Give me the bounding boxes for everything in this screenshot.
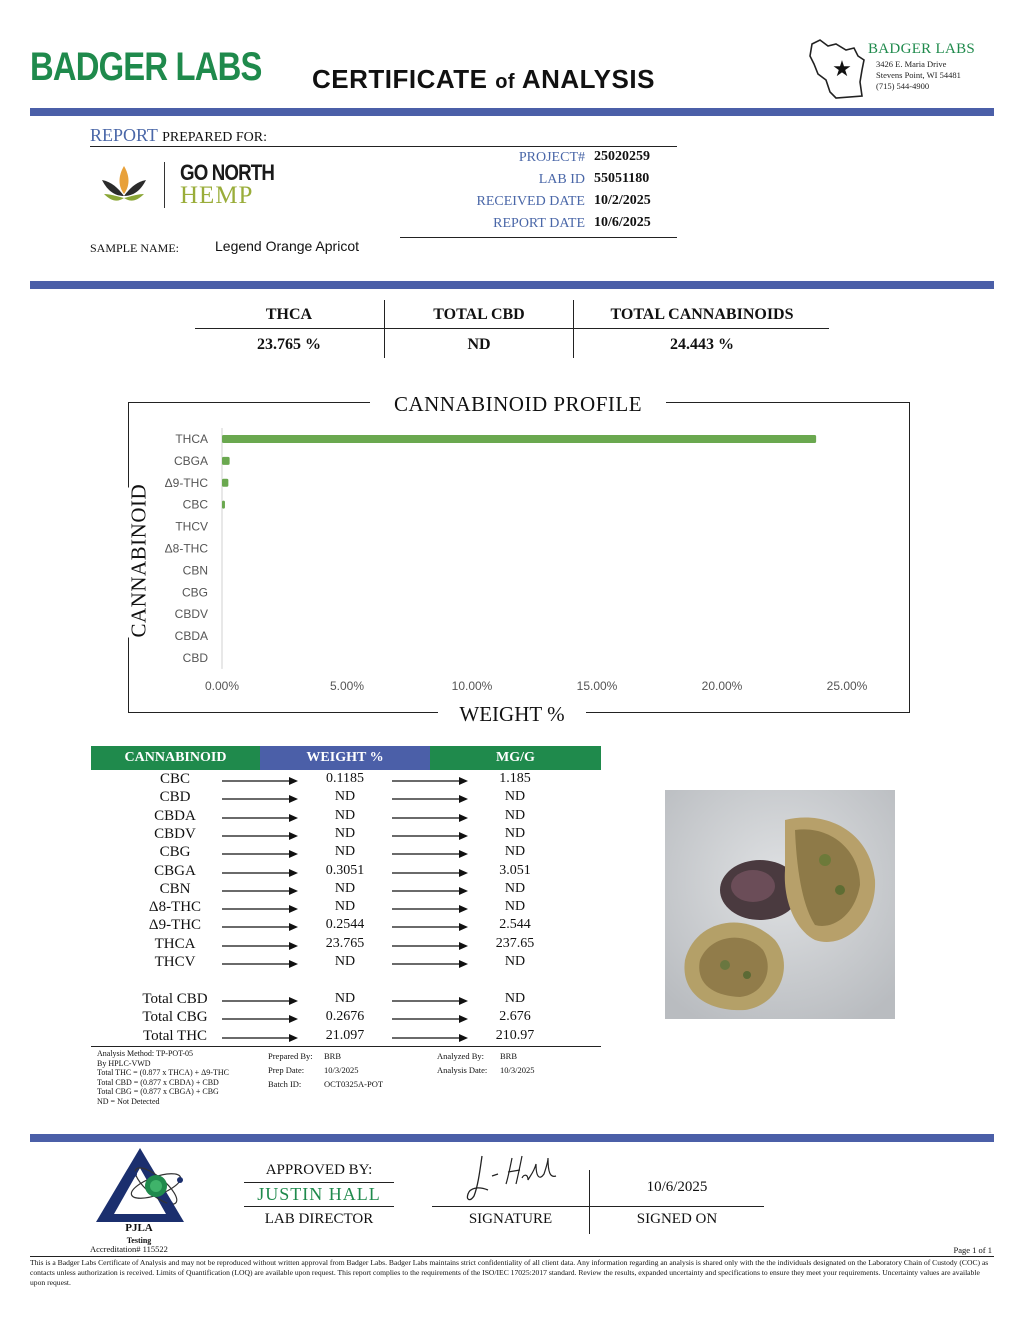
table-row-weight: ND bbox=[334, 844, 356, 860]
summary-total-cbd-value: ND bbox=[467, 336, 491, 353]
chart-plot-area bbox=[140, 420, 900, 700]
analysis-date-value: 10/3/2025 bbox=[500, 1065, 535, 1075]
table-row-name: Δ8-THC bbox=[148, 899, 202, 916]
bar bbox=[222, 435, 816, 443]
table-row-name: CBN bbox=[159, 880, 191, 897]
sample-name-value: Legend Orange Apricot bbox=[215, 238, 359, 254]
badger-labs-logo bbox=[30, 42, 260, 92]
table-header-cannabinoid: CANNABINOID bbox=[91, 746, 260, 770]
header-divider bbox=[30, 108, 994, 116]
signed-date: 10/6/2025 bbox=[646, 1179, 708, 1195]
prepared-for-label: PREPARED FOR: bbox=[162, 130, 268, 145]
cannabis-bud-image bbox=[665, 790, 895, 1019]
brand-name: BADGER LABS bbox=[30, 44, 262, 89]
title-word-certificate: CERTIFICATE bbox=[312, 64, 488, 94]
summary-thca-value: 23.765 % bbox=[257, 336, 321, 353]
table-row-mg: ND bbox=[504, 807, 526, 823]
hemp-leaf-icon bbox=[98, 162, 150, 210]
signature-divider bbox=[589, 1170, 590, 1234]
arrow-icon bbox=[392, 813, 468, 823]
table-row-name: CBGA bbox=[154, 862, 196, 879]
table-row-weight: ND bbox=[334, 954, 356, 969]
chart-x-axis-label: WEIGHT % bbox=[438, 702, 586, 727]
table-row-name: CBC bbox=[159, 771, 190, 787]
project-value: 25020259 bbox=[594, 149, 650, 164]
table-row-weight: ND bbox=[334, 880, 356, 896]
table-row-mg: ND bbox=[504, 844, 526, 860]
table-row-name: THCA bbox=[154, 935, 196, 952]
total-row-weight: ND bbox=[334, 991, 356, 1006]
x-tick-label: 20.00% bbox=[701, 679, 743, 693]
lab-id-value: 55051180 bbox=[594, 171, 650, 186]
total-row-name: Total CBD bbox=[142, 991, 208, 1007]
table-bottom-rule bbox=[91, 1046, 601, 1047]
address-city: Stevens Point, WI 54481 bbox=[876, 70, 961, 80]
title-word-analysis: ANALYSIS bbox=[521, 64, 655, 94]
chart-title: CANNABINOID PROFILE bbox=[370, 392, 666, 417]
approver-name: JUSTIN HALL bbox=[257, 1184, 381, 1204]
arrow-icon bbox=[222, 996, 298, 1006]
arrow-icon bbox=[392, 849, 468, 859]
category-label: Δ8-THC bbox=[164, 541, 208, 556]
client-logo bbox=[98, 160, 298, 210]
analysis-notes bbox=[437, 1049, 534, 1077]
total-row-mg: 210.97 bbox=[495, 1027, 535, 1043]
summary-thca-label: THCA bbox=[265, 306, 313, 323]
summary-rule bbox=[195, 328, 829, 329]
chart-y-axis-label: CANNABINOID bbox=[126, 483, 151, 638]
report-word: REPORT bbox=[90, 125, 158, 145]
table-row-mg: ND bbox=[504, 880, 526, 896]
table-row-name: CBD bbox=[159, 789, 191, 806]
summary-total-cbd-label: TOTAL CBD bbox=[433, 306, 525, 323]
x-tick-label: 15.00% bbox=[576, 679, 618, 693]
arrow-icon bbox=[392, 904, 468, 914]
arrow-icon bbox=[222, 831, 298, 841]
table-row-weight: 0.3051 bbox=[325, 862, 365, 878]
table-row-weight: 23.765 bbox=[325, 935, 365, 951]
table-row-name: CBG bbox=[159, 844, 191, 861]
category-label: CBDV bbox=[174, 607, 208, 622]
table-row-weight: 0.2544 bbox=[325, 917, 365, 933]
approver-role: LAB DIRECTOR bbox=[264, 1211, 374, 1227]
method-line: ND = Not Detected bbox=[97, 1096, 160, 1106]
report-prepared-heading bbox=[90, 125, 267, 146]
bar bbox=[222, 479, 228, 487]
summary-total-cannabinoids-value: 24.443 % bbox=[670, 336, 734, 353]
x-tick-label: 0.00% bbox=[204, 679, 240, 693]
category-label: CBDA bbox=[174, 629, 208, 644]
category-label: THCV bbox=[175, 519, 208, 534]
received-date-label: RECEIVED DATE bbox=[476, 194, 585, 209]
prep-date-value: 10/3/2025 bbox=[324, 1065, 359, 1075]
lab-id-label: LAB ID bbox=[538, 172, 585, 187]
category-label: CBN bbox=[182, 563, 208, 578]
bar bbox=[222, 457, 230, 465]
bar bbox=[222, 501, 225, 509]
report-date-value: 10/6/2025 bbox=[594, 215, 651, 230]
arrow-icon bbox=[392, 868, 468, 878]
table-row-mg: 3.051 bbox=[499, 862, 531, 878]
page-number: Page 1 of 1 bbox=[953, 1245, 992, 1255]
x-tick-label: 10.00% bbox=[451, 679, 493, 693]
prepared-by-value: BRB bbox=[324, 1051, 342, 1061]
arrow-icon bbox=[222, 922, 298, 932]
arrow-icon bbox=[392, 886, 468, 896]
arrow-icon bbox=[392, 776, 468, 786]
arrow-icon bbox=[222, 886, 298, 896]
total-row-mg: ND bbox=[504, 991, 526, 1006]
method-notes bbox=[97, 1049, 262, 1106]
signature-image bbox=[460, 1150, 570, 1206]
arrow-icon bbox=[392, 794, 468, 804]
category-label: CBD bbox=[182, 650, 208, 665]
category-label: CBG bbox=[181, 585, 208, 600]
analyzed-by-value: BRB bbox=[500, 1051, 518, 1061]
table-row-weight: ND bbox=[334, 899, 356, 915]
section-divider-1 bbox=[30, 281, 994, 289]
arrow-icon bbox=[392, 831, 468, 841]
address-street: 3426 E. Maria Drive bbox=[876, 59, 947, 69]
table-row-name: Δ9-THC bbox=[148, 917, 202, 934]
method-line: Total THC = (0.877 x THCA) + Δ9-THC bbox=[97, 1068, 229, 1077]
accreditation-number: Accreditation# 115522 bbox=[90, 1244, 168, 1254]
project-label: PROJECT# bbox=[518, 150, 585, 165]
x-tick-label: 5.00% bbox=[329, 679, 365, 693]
table-row-mg: 1.185 bbox=[499, 771, 531, 786]
report-top-rule bbox=[90, 146, 677, 147]
arrow-icon bbox=[222, 813, 298, 823]
arrow-icon bbox=[222, 794, 298, 804]
table-row-weight: ND bbox=[334, 789, 356, 805]
table-row-mg: ND bbox=[504, 825, 526, 841]
method-line: Total CBD = (0.877 x CBDA) + CBD bbox=[97, 1077, 219, 1087]
footer-disclaimer: This is a Badger Labs Certificate of Analysis and may not be reproduced without written approval from Badger Labs. Badger Labs maintains strict confidentiality of all client data. Any information regarding an analysis is shared only with the the individuals designated on the Laboratory Chain of Custody (COC) as contacts unless authorization is received. Limits of Quantification (LOQ) are available upon request. This report complies to the requirements of the ISO/IEC 17025:2017 standard. Review the results, expanded uncertainty and specifications to ensure they meet your requirements. Uncertainty values are available upon request. bbox=[30, 1258, 989, 1287]
table-row-weight: ND bbox=[334, 807, 356, 823]
approved-by-rule bbox=[244, 1182, 394, 1183]
summary-divider-2 bbox=[573, 300, 574, 358]
signed-on-label: SIGNED ON bbox=[636, 1211, 718, 1227]
arrow-icon bbox=[392, 996, 468, 1006]
report-date-label: REPORT DATE bbox=[493, 216, 585, 231]
prepared-by-label: Prepared By: bbox=[268, 1051, 313, 1061]
client-name-top: GO NORTH bbox=[180, 160, 274, 185]
arrow-icon bbox=[392, 1033, 468, 1043]
certificate-title bbox=[312, 64, 655, 95]
arrow-icon bbox=[222, 941, 298, 951]
signature-label: SIGNATURE bbox=[468, 1211, 553, 1227]
arrow-icon bbox=[222, 868, 298, 878]
signature-rule bbox=[432, 1206, 764, 1207]
client-name-bottom: HEMP bbox=[180, 182, 254, 209]
table-header-mg: MG/G bbox=[430, 746, 601, 770]
total-row-mg: 2.676 bbox=[499, 1009, 531, 1025]
table-row-name: THCV bbox=[154, 954, 196, 970]
address-company: BADGER LABS bbox=[868, 41, 976, 57]
table-row-mg: ND bbox=[504, 899, 526, 915]
total-row-weight: 0.2676 bbox=[325, 1009, 365, 1025]
wisconsin-map-icon bbox=[806, 36, 874, 102]
section-divider-2 bbox=[30, 1134, 994, 1142]
table-row-mg: 237.65 bbox=[495, 935, 535, 951]
category-label: CBC bbox=[182, 497, 208, 512]
pjla-label: PJLA bbox=[125, 1222, 153, 1234]
report-fields-rule bbox=[400, 237, 677, 238]
table-row-mg: ND bbox=[504, 954, 526, 969]
arrow-icon bbox=[222, 1033, 298, 1043]
total-row-weight: 21.097 bbox=[325, 1027, 365, 1043]
method-line: Analysis Method: TP-POT-05 bbox=[97, 1049, 194, 1058]
pjla-testing-label: Testing bbox=[126, 1236, 152, 1245]
table-row-name: CBDA bbox=[154, 807, 196, 824]
prep-date-label: Prep Date: bbox=[268, 1065, 305, 1075]
arrow-icon bbox=[222, 959, 298, 969]
arrow-icon bbox=[392, 1014, 468, 1024]
address-phone: (715) 544-4900 bbox=[876, 81, 930, 91]
arrow-icon bbox=[222, 904, 298, 914]
batch-id-value: OCT0325A-POT bbox=[324, 1079, 384, 1089]
received-date-value: 10/2/2025 bbox=[594, 193, 651, 208]
arrow-icon bbox=[392, 941, 468, 951]
x-tick-label: 25.00% bbox=[826, 679, 868, 693]
table-header-weight: WEIGHT % bbox=[260, 746, 430, 770]
table-row-mg: ND bbox=[504, 789, 526, 805]
footer-rule bbox=[30, 1256, 994, 1257]
category-label: CBGA bbox=[173, 453, 208, 468]
analysis-date-label: Analysis Date: bbox=[437, 1065, 488, 1075]
method-line: By HPLC-VWD bbox=[97, 1058, 151, 1068]
total-row-name: Total CBG bbox=[142, 1009, 208, 1026]
category-label: Δ9-THC bbox=[164, 475, 208, 490]
sample-name-label: SAMPLE NAME: bbox=[90, 241, 180, 255]
sample-photo bbox=[665, 790, 895, 1019]
table-row-name: CBDV bbox=[154, 825, 196, 842]
summary-total-cannabinoids-label: TOTAL CANNABINOIDS bbox=[610, 306, 794, 323]
approver-rule bbox=[244, 1206, 394, 1207]
table-row-mg: 2.544 bbox=[499, 917, 531, 933]
pjla-accreditation-logo bbox=[94, 1146, 186, 1224]
arrow-icon bbox=[222, 849, 298, 859]
method-line: Total CBG = (0.877 x CBGA) + CBG bbox=[97, 1087, 219, 1096]
batch-id-label: Batch ID: bbox=[268, 1079, 302, 1089]
approved-by-label: APPROVED BY: bbox=[265, 1162, 373, 1178]
arrow-icon bbox=[392, 959, 468, 969]
title-word-of: of bbox=[495, 71, 516, 93]
arrow-icon bbox=[222, 1014, 298, 1024]
svg-text:★: ★ bbox=[832, 57, 852, 82]
table-row-weight: ND bbox=[334, 825, 356, 841]
total-row-name: Total THC bbox=[142, 1027, 208, 1044]
table-row-weight: 0.1185 bbox=[326, 771, 364, 786]
prep-notes bbox=[268, 1049, 383, 1091]
category-label: THCA bbox=[175, 431, 208, 446]
analyzed-by-label: Analyzed By: bbox=[437, 1051, 484, 1061]
arrow-icon bbox=[392, 922, 468, 932]
arrow-icon bbox=[222, 776, 298, 786]
